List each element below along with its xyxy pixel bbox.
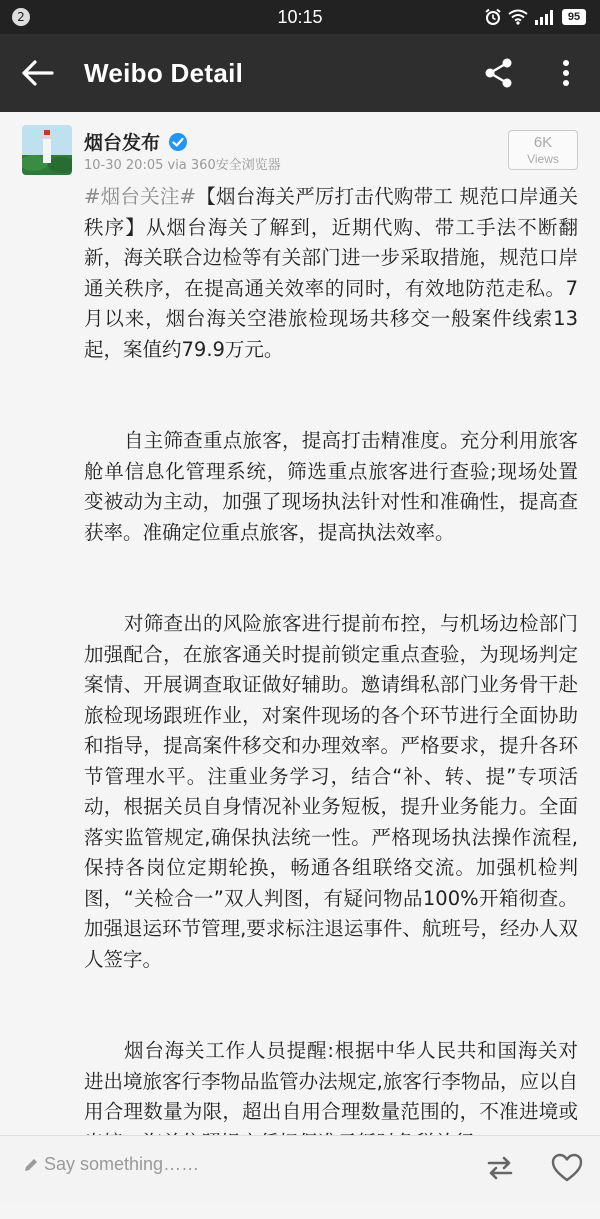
post-paragraph: 对筛查出的风险旅客进行提前布控，与机场边检部门加强配合，在旅客通关时提前锁定重点查验，为现场判定案情、开展调查取证做好辅助。邀请缉私部门业务骨干赴旅检现场跟班作业，对案件现场的各个环节进行全面协助和指导，提高案件移交和办理效率。严格要求，提升各环节管理水平。注重业务学习，结合“补、转、提”专项活动，根据关员自身情况补业务短板，提升业务能力。全面落实监管规定,确保执法统一性。严格现场执法操作流程,保持各岗位定期轮换，畅通各组联络交流。加强机检判图，“关检合一”双人判图，有疑问物品100%开箱彻查。加强退运环节管理,要求标注退运事件、航班号，经办人双人签字。 <box>84 612 578 971</box>
repost-icon[interactable] <box>484 1152 516 1184</box>
verified-badge-icon <box>168 132 188 152</box>
arrow-back-icon[interactable] <box>20 58 56 88</box>
bottom-action-bar <box>0 1135 600 1201</box>
battery-icon: 95 <box>562 9 586 25</box>
author-name[interactable]: 烟台发布 <box>84 132 161 154</box>
more-vertical-icon[interactable] <box>552 56 580 90</box>
comment-placeholder: Say something…… <box>44 1154 200 1174</box>
status-bar <box>0 0 600 34</box>
wifi-icon <box>508 9 528 25</box>
post-meta: 10-30 20:05 via 360安全浏览器 <box>84 158 281 173</box>
app-bar <box>0 34 600 112</box>
views-counter <box>508 130 578 170</box>
post-paragraph <box>84 182 578 365</box>
notification-count-badge: 2 <box>12 8 30 26</box>
share-icon[interactable] <box>482 56 516 90</box>
avatar[interactable] <box>22 125 72 175</box>
status-icons <box>484 7 586 27</box>
post-paragraph: 烟台海关工作人员提醒:根据中华人民共和国海关对进出境旅客行李物品监管办法规定,旅客行李物品，应以自用合理数量为限，超出自用合理数量范围的，不准进境或 <box>84 1039 578 1123</box>
status-time: 10:15 <box>277 7 323 27</box>
post-paragraph-text: 【烟台海关严厉打击代购带工 规范口岸通关秩序】从烟台海关了解到，近期代购、带工手法不断翻新，海关联合边检等有关部门进一步采取措施，规范口岸通关秩序，在提高通关效率的同时，有效地防范走私。7月以来，烟台海关空港旅检现场共移交一般案件线索13起，案值约79.9万元。 <box>84 185 578 361</box>
pencil-icon <box>22 1156 40 1174</box>
hashtag-link[interactable]: #烟台关注# <box>84 185 196 208</box>
signal-icon <box>534 9 556 25</box>
page-title: Weibo Detail <box>84 58 244 88</box>
post-paragraph: 自主筛查重点旅客，提高打击精准度。充分利用旅客舱单信息化管理系统，筛选重点旅客进行查验;现场处置变被动为主动，加强了现场执法针对性和准确性，提高查获率。准确定位重点旅客，提高执法效率。 <box>84 429 578 544</box>
views-label: Views <box>527 152 559 166</box>
views-count: 6K <box>533 134 553 151</box>
comment-input[interactable] <box>22 1154 199 1175</box>
alarm-icon <box>484 8 502 26</box>
lighthouse-avatar-image <box>22 125 72 175</box>
post-header <box>0 112 600 182</box>
heart-icon[interactable] <box>550 1152 584 1184</box>
post-body <box>84 182 578 1219</box>
author-row <box>84 128 188 155</box>
